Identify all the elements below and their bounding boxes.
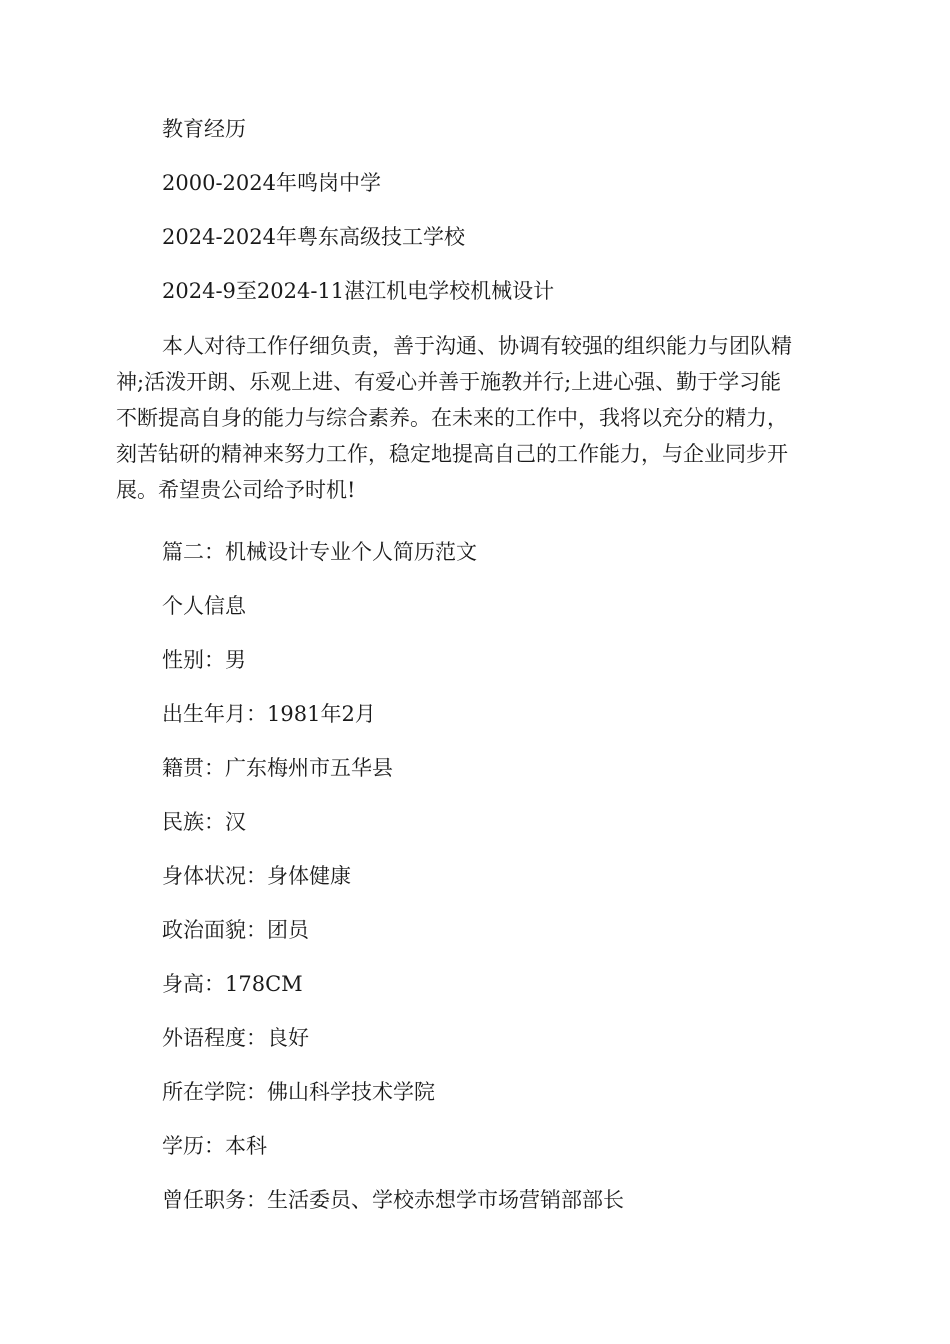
info-field-language: 外语程度：良好 (162, 1026, 309, 1050)
education-entry: 2000-2024年鸣岗中学 (162, 171, 381, 195)
personal-info-heading: 个人信息 (162, 594, 246, 618)
paragraph-line: 神;活泼开朗、乐观上进、有爱心并善于施教并行;上进心强、勤于学习能 (116, 370, 782, 394)
education-heading: 教育经历 (162, 117, 246, 141)
info-field-gender: 性别：男 (162, 648, 246, 672)
self-evaluation-paragraph (116, 331, 836, 511)
info-field-college: 所在学院：佛山科学技术学院 (162, 1080, 435, 1104)
education-entry: 2024-2024年粤东高级技工学校 (162, 225, 465, 249)
education-entry: 2024-9至2024-11湛江机电学校机械设计 (162, 279, 555, 303)
info-field-health: 身体状况：身体健康 (162, 864, 351, 888)
info-field-height: 身高：178CM (162, 972, 303, 996)
info-field-hometown: 籍贯：广东梅州市五华县 (162, 756, 393, 780)
section-title: 篇二：机械设计专业个人简历范文 (162, 540, 477, 564)
info-field-birth: 出生年月：1981年2月 (162, 702, 376, 726)
paragraph-line: 展。希望贵公司给予时机! (116, 478, 356, 502)
paragraph-line: 刻苦钻研的精神来努力工作，稳定地提高自己的工作能力，与企业同步开 (116, 442, 788, 466)
paragraph-line: 不断提高自身的能力与综合素养。在未来的工作中，我将以充分的精力， (116, 406, 788, 430)
paragraph-line: 本人对待工作仔细负责，善于沟通、协调有较强的组织能力与团队精 (162, 334, 792, 358)
info-field-ethnicity: 民族：汉 (162, 810, 246, 834)
info-field-political-status: 政治面貌：团员 (162, 918, 309, 942)
info-field-positions: 曾任职务：生活委员、学校赤想学市场营销部部长 (162, 1188, 624, 1212)
info-field-degree: 学历：本科 (162, 1134, 267, 1158)
